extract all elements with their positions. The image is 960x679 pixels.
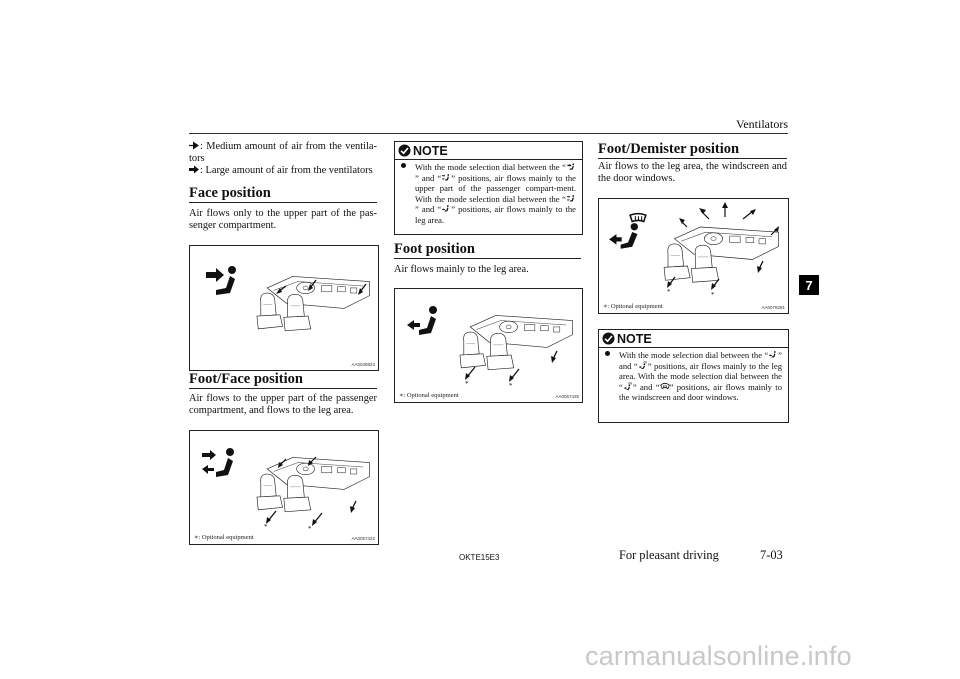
chapter-tab: 7 bbox=[799, 275, 819, 295]
asterisk-icon: ∗ bbox=[603, 303, 608, 310]
foot-mode-icon bbox=[405, 301, 445, 341]
figure-note: ∗: Optional equipment bbox=[194, 534, 254, 541]
foot-demister-position-heading: Foot/Demister position bbox=[598, 141, 787, 159]
face-position-heading: Face position bbox=[189, 185, 377, 203]
foot-demister-position-body: Air flows to the leg area, the windscreen and the door windows. bbox=[598, 161, 787, 185]
foot-face-mode-icon bbox=[200, 443, 240, 483]
document-code: OKTE15E3 bbox=[459, 553, 500, 562]
face-position-figure bbox=[189, 245, 379, 371]
face-position-body: Air flows only to the upper part of the pas-senger compartment. bbox=[189, 208, 377, 232]
figure-note: ∗: Optional equipment bbox=[399, 392, 459, 399]
bullet-icon bbox=[605, 351, 610, 356]
note-body: With the mode selection dial between the “ ” and “ ” positions, air flows mainly to the upper part of the passenger compart-ment. With the mode selection dial between the “ ” and “ ” positions, air flows mainly to the leg area. bbox=[395, 160, 582, 226]
note-body: With the mode selection dial between the “ ” and “ ” positions, air flows mainly to the leg area. With the mode selection dial between the “ ” and “ ” positions, air flows mainly to the windscreen and door windows. bbox=[599, 348, 788, 403]
foot-demister-mode-symbol-icon bbox=[638, 361, 648, 370]
large-air-legend: : Large amount of air from the ventilators bbox=[189, 165, 377, 177]
airflow-arrows bbox=[276, 266, 376, 306]
airflow-arrows bbox=[256, 451, 372, 531]
face-mode-icon bbox=[202, 260, 242, 300]
bullet-icon bbox=[401, 163, 406, 168]
medium-air-legend: : Medium amount of air from the ventila-tors bbox=[189, 141, 377, 165]
foot-mode-symbol-icon bbox=[768, 350, 778, 359]
medium-arrow-icon bbox=[189, 141, 200, 150]
large-arrow-icon bbox=[189, 165, 200, 174]
footer-section: For pleasant driving bbox=[619, 548, 719, 562]
section-title: Ventilators bbox=[736, 117, 788, 131]
foot-face-mode-symbol-icon bbox=[566, 194, 576, 203]
foot-face-position-heading: Foot/Face position bbox=[189, 371, 377, 389]
airflow-arrows bbox=[455, 339, 575, 389]
face-mode-symbol-icon bbox=[566, 162, 576, 171]
note-header: NOTE bbox=[599, 330, 788, 348]
foot-face-position-figure bbox=[189, 430, 379, 545]
asterisk-icon: ∗ bbox=[399, 392, 404, 399]
figure-code: AA0049823 bbox=[351, 362, 375, 367]
figure-code: AA0057422 bbox=[351, 536, 375, 541]
foot-demister-mode-icon bbox=[607, 211, 649, 253]
foot-position-heading: Foot position bbox=[394, 241, 581, 259]
foot-position-body: Air flows mainly to the leg area. bbox=[394, 264, 529, 275]
figure-code: AA0078281 bbox=[761, 305, 785, 310]
svg-text:*: * bbox=[711, 291, 715, 299]
foot-mode-symbol-icon bbox=[441, 204, 451, 213]
header-rule bbox=[189, 133, 788, 134]
note-check-icon bbox=[602, 332, 615, 345]
foot-face-position-body: Air flows to the upper part of the passenger compartment, and flows to the leg area. bbox=[189, 393, 377, 417]
note-check-icon bbox=[398, 144, 411, 157]
foot-demister-mode-symbol-icon bbox=[623, 382, 633, 391]
airflow-arrows bbox=[659, 201, 783, 301]
defroster-symbol-icon bbox=[660, 382, 670, 391]
note-box-1 bbox=[394, 141, 583, 235]
svg-text:*: * bbox=[308, 525, 312, 531]
svg-text:*: * bbox=[667, 288, 671, 296]
svg-text:*: * bbox=[264, 523, 268, 531]
foot-face-mode-symbol-icon bbox=[441, 173, 451, 182]
figure-note: ∗: Optional equipment bbox=[603, 303, 663, 310]
foot-position-figure bbox=[394, 288, 583, 403]
page-number: 7-03 bbox=[760, 548, 783, 562]
foot-demister-position-figure bbox=[598, 198, 789, 314]
asterisk-icon: ∗ bbox=[194, 534, 199, 541]
watermark: carmanualsonline.info bbox=[585, 641, 852, 671]
note-header: NOTE bbox=[395, 142, 582, 160]
figure-code: AA0057435 bbox=[555, 394, 579, 399]
note-box-2 bbox=[598, 329, 789, 423]
svg-text:*: * bbox=[509, 382, 513, 389]
svg-text:*: * bbox=[465, 380, 469, 388]
